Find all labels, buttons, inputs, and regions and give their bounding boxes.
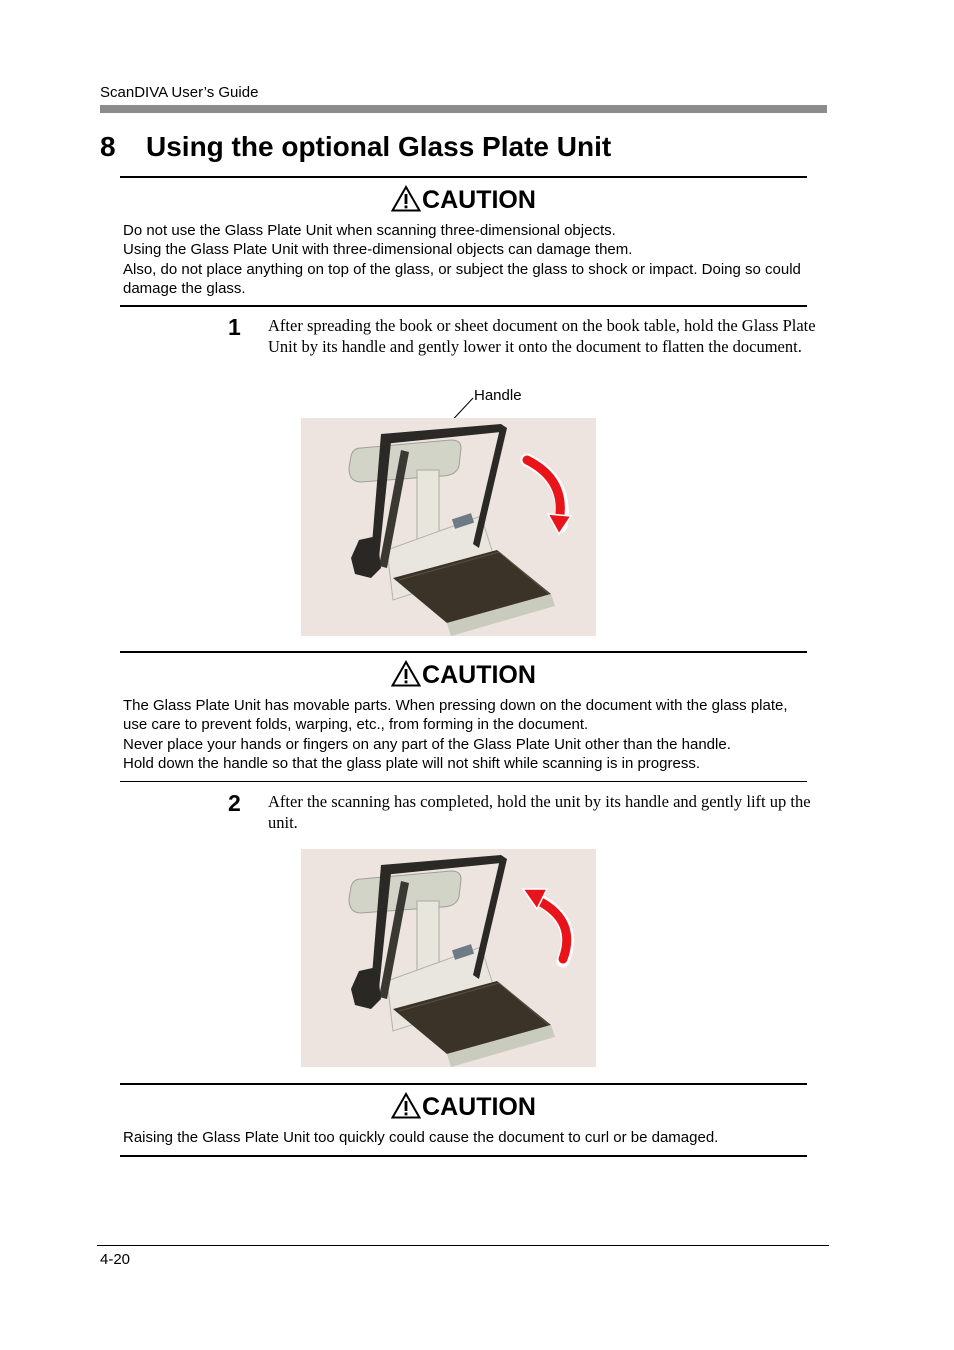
caution-paragraph: Also, do not place anything on top of the glass, or subject the glass to shock or impact. Doing so could damage the glass. <box>123 260 801 297</box>
scanner-illustration <box>301 418 596 636</box>
caution-paragraph: Hold down the handle so that the glass plate will not shift while scanning is in progress. <box>123 754 700 772</box>
caution-heading <box>120 660 807 690</box>
running-header: ScanDIVA User’s Guide <box>100 84 259 101</box>
caution-top-rule <box>120 1083 807 1085</box>
caution-paragraph: Raising the Glass Plate Unit too quickly could cause the document to curl or be damaged. <box>123 1129 719 1146</box>
chapter-title <box>100 131 611 163</box>
caution-top-rule <box>120 651 807 653</box>
caution-heading <box>120 1092 807 1122</box>
caution-text <box>123 221 813 298</box>
scanner-raising-figure <box>301 849 596 1067</box>
caution-heading-text: CAUTION <box>422 661 536 689</box>
warning-triangle-icon <box>391 660 421 687</box>
step-number: 2 <box>228 790 241 816</box>
caution-paragraph: The Glass Plate Unit has movable parts. When pressing down on the document with the glass plate, use care to prevent folds, warping, etc., from forming in the document. <box>123 697 788 734</box>
warning-triangle-icon <box>391 185 421 212</box>
step-text: After the scanning has completed, hold the unit by its handle and gently lift up the unit. <box>268 792 811 832</box>
caution-text <box>123 1128 813 1147</box>
chapter-number: 8 <box>100 131 116 162</box>
caution-heading-text: CAUTION <box>422 1093 536 1121</box>
scanner-illustration <box>301 849 596 1067</box>
page-number: 4-20 <box>100 1251 131 1268</box>
warning-triangle-icon <box>391 1092 421 1119</box>
scanner-lowering-figure <box>301 418 596 636</box>
caution-bottom-rule <box>120 781 807 782</box>
header-bar <box>100 105 827 113</box>
caution-paragraph: Using the Glass Plate Unit with three-dimensional objects can damage them. <box>123 241 633 259</box>
caution-heading-text: CAUTION <box>422 186 536 214</box>
step-text: After spreading the book or sheet document on the book table, hold the Glass Plate Unit by its handle and gently lower it onto the document to flatten the document. <box>268 316 816 356</box>
caution-top-rule <box>120 176 807 178</box>
handle-callout-label: Handle <box>474 387 522 404</box>
caution-paragraph: Never place your hands or fingers on any part of the Glass Plate Unit other than the handle. <box>123 735 731 753</box>
caution-text <box>123 696 813 773</box>
caution-heading <box>120 185 807 215</box>
caution-bottom-rule <box>120 305 807 307</box>
caution-paragraph: Do not use the Glass Plate Unit when scanning three-dimensional objects. <box>123 222 616 239</box>
chapter-title-text: Using the optional Glass Plate Unit <box>146 131 612 162</box>
footer-rule <box>97 1245 829 1246</box>
caution-bottom-rule <box>120 1155 807 1157</box>
step-number: 1 <box>228 314 241 340</box>
